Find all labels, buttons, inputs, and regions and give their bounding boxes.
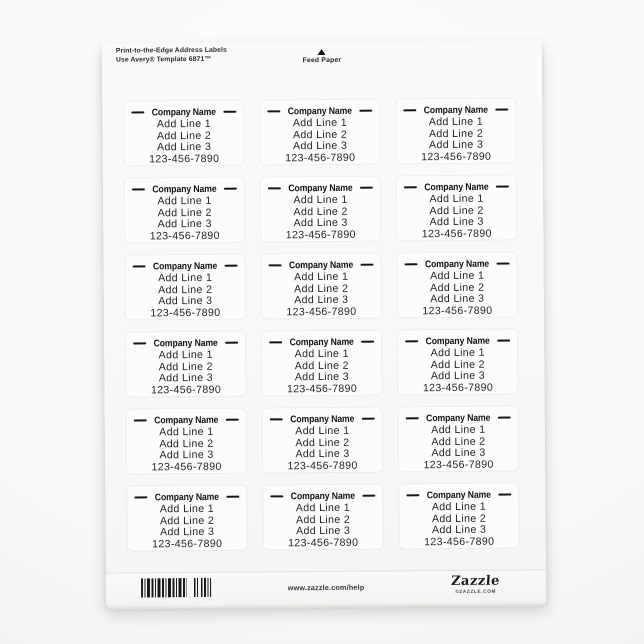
address-line-1: Add Line 1 xyxy=(428,115,484,129)
crop-mark-left-icon xyxy=(133,265,146,267)
address-line-1: Add Line 1 xyxy=(158,348,213,362)
phone-line: 123-456-7890 xyxy=(149,229,220,243)
crop-mark-right-icon xyxy=(225,264,238,266)
address-line-2: Add Line 2 xyxy=(430,358,485,371)
address-label xyxy=(125,178,244,243)
address-line-3: Add Line 3 xyxy=(295,524,351,538)
address-label xyxy=(399,483,518,548)
label-header xyxy=(399,411,518,424)
sheet-footer-strip xyxy=(106,569,546,605)
feed-paper-indicator xyxy=(303,49,342,64)
company-name-text: Company Name xyxy=(152,260,218,272)
address-label xyxy=(396,98,515,163)
address-line-1: Add Line 1 xyxy=(159,502,215,516)
address-line-1: Add Line 1 xyxy=(295,501,351,515)
crop-mark-left-icon xyxy=(267,110,280,112)
label-header xyxy=(125,183,244,196)
address-line-1: Add Line 1 xyxy=(430,346,485,360)
crop-mark-left-icon xyxy=(269,341,282,343)
phone-line: 123-456-7890 xyxy=(421,150,492,164)
label-header xyxy=(397,257,516,270)
address-line-2: Add Line 2 xyxy=(295,513,351,526)
label-header xyxy=(261,182,380,195)
address-line-3: Add Line 3 xyxy=(294,293,349,307)
phone-line: 123-456-7890 xyxy=(286,382,358,396)
crop-mark-right-icon xyxy=(226,495,239,497)
company-name-text: Company Name xyxy=(423,104,488,116)
phone-line: 123-456-7890 xyxy=(149,152,220,166)
address-line-1: Add Line 1 xyxy=(294,347,349,361)
address-line-3: Add Line 3 xyxy=(158,372,214,385)
label-header xyxy=(398,334,517,347)
address-line-3: Add Line 3 xyxy=(159,526,215,539)
address-line-2: Add Line 2 xyxy=(158,283,213,296)
label-header xyxy=(127,414,246,427)
address-line-3: Add Line 3 xyxy=(295,447,350,461)
crop-mark-left-icon xyxy=(133,342,146,344)
label-header xyxy=(396,103,515,116)
crop-mark-left-icon xyxy=(131,111,144,113)
address-label xyxy=(126,332,245,397)
phone-line: 123-456-7890 xyxy=(151,460,222,474)
address-line-3: Add Line 3 xyxy=(428,138,484,152)
address-line-1: Add Line 1 xyxy=(293,270,349,284)
label-header xyxy=(261,259,380,272)
address-label xyxy=(124,101,243,166)
crop-mark-right-icon xyxy=(223,110,236,112)
crop-mark-right-icon xyxy=(495,108,508,110)
company-name-text: Company Name xyxy=(426,412,491,424)
company-name-text: Company Name xyxy=(288,182,353,194)
address-line-1: Add Line 1 xyxy=(156,117,212,131)
address-label xyxy=(262,331,381,396)
phone-line: 123-456-7890 xyxy=(423,458,494,472)
phone-line: 123-456-7890 xyxy=(287,459,358,473)
address-line-1: Add Line 1 xyxy=(295,424,350,438)
template-info xyxy=(116,47,227,65)
crop-mark-left-icon xyxy=(134,419,147,421)
address-line-3: Add Line 3 xyxy=(157,218,212,231)
label-header xyxy=(260,105,379,118)
label-header xyxy=(126,337,245,350)
crop-mark-right-icon xyxy=(362,417,375,419)
label-header xyxy=(124,106,243,119)
crop-mark-left-icon xyxy=(405,340,418,342)
crop-mark-left-icon xyxy=(269,264,282,266)
address-line-2: Add Line 2 xyxy=(159,514,215,527)
label-header xyxy=(263,490,382,503)
crop-mark-left-icon xyxy=(270,495,283,497)
company-name-text: Company Name xyxy=(424,258,490,270)
phone-line: 123-456-7890 xyxy=(422,304,493,318)
company-name-text: Company Name xyxy=(289,336,354,348)
company-name-text: Company Name xyxy=(288,259,354,271)
phone-line: 123-456-7890 xyxy=(286,305,357,319)
label-header xyxy=(397,180,516,193)
address-label xyxy=(127,409,246,474)
address-line-2: Add Line 2 xyxy=(159,437,214,450)
label-header xyxy=(399,488,518,501)
crop-mark-left-icon xyxy=(404,186,417,188)
crop-mark-left-icon xyxy=(134,496,147,498)
address-line-2: Add Line 2 xyxy=(428,127,484,140)
feed-arrow-up-icon xyxy=(318,49,326,55)
address-line-2: Add Line 2 xyxy=(431,435,486,448)
address-line-2: Add Line 2 xyxy=(429,204,484,217)
phone-line: 123-456-7890 xyxy=(285,228,356,242)
phone-line: 123-456-7890 xyxy=(421,227,492,241)
phone-line: 123-456-7890 xyxy=(424,535,495,549)
company-name-text: Company Name xyxy=(290,490,355,502)
address-line-2: Add Line 2 xyxy=(294,359,349,372)
phone-line: 123-456-7890 xyxy=(150,306,221,320)
company-name-text: Company Name xyxy=(152,183,217,195)
phone-line: 123-456-7890 xyxy=(152,537,223,551)
crop-mark-right-icon xyxy=(498,416,511,418)
barcode-icon xyxy=(141,578,211,598)
crop-mark-right-icon xyxy=(496,185,509,187)
template-info-line1: Print-to-the-Edge Address Labels xyxy=(115,46,227,55)
phone-line: 123-456-7890 xyxy=(285,151,356,165)
address-line-1: Add Line 1 xyxy=(158,271,213,285)
crop-mark-left-icon xyxy=(403,109,416,111)
crop-mark-right-icon xyxy=(359,109,372,111)
label-header xyxy=(262,336,381,349)
address-line-1: Add Line 1 xyxy=(429,192,484,206)
crop-mark-right-icon xyxy=(361,263,374,265)
crop-mark-right-icon xyxy=(498,493,511,495)
address-label xyxy=(261,254,380,319)
address-line-3: Add Line 3 xyxy=(431,446,486,460)
address-line-3: Add Line 3 xyxy=(430,292,485,306)
address-label xyxy=(397,252,516,317)
crop-mark-right-icon xyxy=(225,341,238,343)
address-line-1: Add Line 1 xyxy=(159,425,214,439)
address-label xyxy=(127,486,246,551)
address-line-3: Add Line 3 xyxy=(158,295,213,308)
phone-line: 123-456-7890 xyxy=(150,383,222,397)
address-line-2: Add Line 2 xyxy=(156,129,212,142)
crop-mark-left-icon xyxy=(405,263,418,265)
address-line-1: Add Line 1 xyxy=(293,193,348,207)
address-line-1: Add Line 1 xyxy=(431,423,486,437)
crop-mark-left-icon xyxy=(132,188,145,190)
crop-mark-left-icon xyxy=(406,494,419,496)
address-label xyxy=(261,177,380,242)
address-line-2: Add Line 2 xyxy=(295,436,350,449)
address-line-2: Add Line 2 xyxy=(294,282,349,295)
address-line-1: Add Line 1 xyxy=(292,116,348,130)
address-label xyxy=(397,175,516,240)
label-header xyxy=(126,260,245,273)
company-name-text: Company Name xyxy=(290,413,355,425)
address-line-2: Add Line 2 xyxy=(158,360,213,373)
company-name-text: Company Name xyxy=(154,491,219,503)
address-label xyxy=(399,406,518,471)
crop-mark-left-icon xyxy=(406,417,419,419)
crop-mark-right-icon xyxy=(226,418,239,420)
crop-mark-right-icon xyxy=(497,262,510,264)
company-name-text: Company Name xyxy=(426,489,491,501)
company-name-text: Company Name xyxy=(151,106,216,118)
labels-grid xyxy=(124,98,519,550)
address-line-3: Add Line 3 xyxy=(159,449,214,462)
address-line-1: Add Line 1 xyxy=(157,194,212,208)
feed-paper-label: Feed Paper xyxy=(302,56,342,65)
address-line-2: Add Line 2 xyxy=(293,205,348,218)
address-line-2: Add Line 2 xyxy=(157,206,212,219)
address-label xyxy=(263,408,382,473)
label-sheet xyxy=(102,40,546,605)
company-name-text: Company Name xyxy=(425,335,490,347)
company-name-text: Company Name xyxy=(287,105,352,117)
address-label xyxy=(125,255,244,320)
address-line-3: Add Line 3 xyxy=(156,141,212,154)
address-line-3: Add Line 3 xyxy=(294,370,350,384)
address-line-1: Add Line 1 xyxy=(431,500,487,514)
label-header xyxy=(127,491,246,504)
address-line-3: Add Line 3 xyxy=(292,140,348,153)
address-label xyxy=(398,329,517,394)
brand-block xyxy=(451,575,500,594)
address-line-2: Add Line 2 xyxy=(430,281,485,294)
crop-mark-right-icon xyxy=(497,339,510,341)
phone-line: 123-456-7890 xyxy=(288,536,359,550)
help-url: www.zazzle.com/help xyxy=(287,582,365,593)
zazzle-logo: Zazzle xyxy=(450,573,501,590)
address-line-3: Add Line 3 xyxy=(431,523,487,537)
phone-line: 123-456-7890 xyxy=(422,381,494,395)
address-label xyxy=(263,485,382,550)
company-name-text: Company Name xyxy=(153,337,218,349)
crop-mark-right-icon xyxy=(361,340,374,342)
zazzle-copyright: ©ZAZZLE.COM xyxy=(455,588,497,594)
company-name-text: Company Name xyxy=(154,414,219,426)
crop-mark-left-icon xyxy=(270,418,283,420)
crop-mark-right-icon xyxy=(362,494,375,496)
crop-mark-right-icon xyxy=(360,186,373,188)
address-label xyxy=(260,100,379,165)
address-line-3: Add Line 3 xyxy=(293,216,348,230)
template-info-line2: Use Avery® Template 6871™ xyxy=(115,55,212,64)
address-line-1: Add Line 1 xyxy=(429,269,485,283)
address-line-3: Add Line 3 xyxy=(430,369,486,383)
address-line-3: Add Line 3 xyxy=(429,215,484,229)
company-name-text: Company Name xyxy=(424,181,489,193)
crop-mark-left-icon xyxy=(268,187,281,189)
address-line-2: Add Line 2 xyxy=(292,128,348,141)
crop-mark-right-icon xyxy=(224,187,237,189)
address-line-2: Add Line 2 xyxy=(431,512,487,525)
label-header xyxy=(263,413,382,426)
